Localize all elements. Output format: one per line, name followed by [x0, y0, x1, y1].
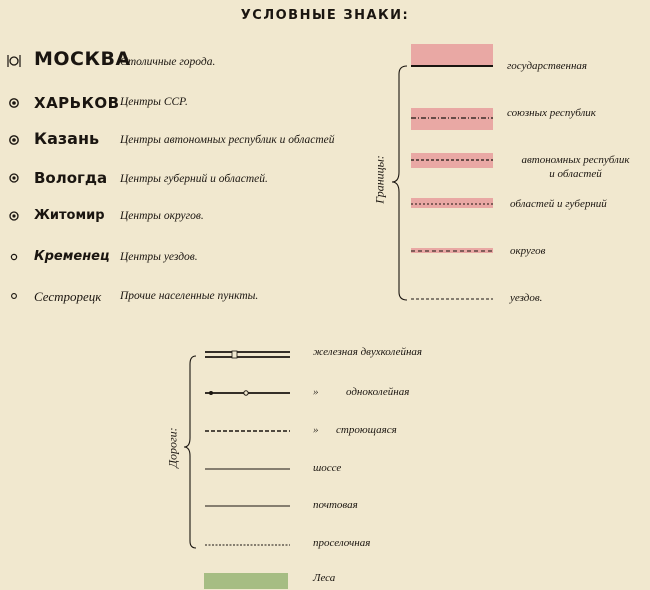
settlement-desc-uezd: Центры уездов.	[120, 251, 198, 263]
road-prefix-single: »	[313, 386, 319, 398]
ssr-center-symbol	[10, 99, 18, 107]
border-label-okrug: округов	[510, 245, 546, 257]
union-republic-border-symbol	[411, 108, 493, 130]
single-track-railway-symbol	[205, 391, 290, 395]
forest-symbol	[204, 573, 288, 589]
capital-city-symbol	[8, 55, 20, 67]
okrug-center-symbol	[10, 212, 18, 220]
settlement-desc-gubernia: Центры губерний и областей.	[120, 173, 268, 185]
settlement-desc-capital: Столичные города.	[120, 56, 216, 68]
oblast-border-symbol	[411, 198, 493, 208]
settlement-name-gubernia: Вологда	[34, 169, 108, 187]
borders-group-label: Границы:	[372, 155, 387, 204]
uezd-center-symbol	[11, 254, 16, 259]
borders-bracket	[392, 66, 407, 300]
road-prefix-construction: »	[313, 424, 319, 436]
border-label-state: государственная	[507, 60, 588, 72]
road-label-construction: строющаяся	[336, 424, 397, 436]
okrug-border-symbol	[411, 248, 493, 253]
roads-group-label: Дороги:	[165, 427, 180, 468]
settlement-name-other: Сестрорецк	[34, 289, 102, 304]
road-label-country: проселочная	[313, 537, 371, 549]
settlement-desc-other: Прочие населенные пункты.	[120, 290, 259, 302]
border-label-autonomous-line1: автономных республик	[521, 154, 630, 166]
border-label-uezd: уездов.	[510, 292, 543, 304]
autonomous-border-symbol	[411, 153, 493, 168]
settlement-name-autonomous: Казань	[34, 129, 100, 148]
settlement-name-okrug: Житомир	[34, 208, 105, 223]
border-label-union: союзных республик	[507, 107, 596, 119]
double-track-railway-symbol	[205, 351, 290, 358]
state-border-symbol	[411, 44, 493, 66]
border-label-autonomous	[503, 153, 648, 181]
border-label-oblast: областей и губерний	[510, 198, 607, 210]
settlement-name-capital: МОСКВА	[34, 48, 131, 70]
autonomous-center-symbol	[10, 136, 18, 144]
road-label-double: железная двухколейная	[313, 346, 423, 358]
settlement-desc-ssr: Центры ССР.	[120, 96, 188, 108]
border-label-autonomous-line2: и областей	[549, 168, 602, 180]
forest-label: Леса	[313, 572, 336, 584]
road-label-post: почтовая	[313, 499, 358, 511]
settlement-name-ssr: ХАРЬКОВ	[34, 94, 120, 112]
legend-title: УСЛОВНЫЕ ЗНАКИ:	[240, 8, 410, 23]
other-settlement-symbol	[12, 294, 17, 299]
road-label-single: одноколейная	[346, 386, 410, 398]
settlement-name-uezd: Кременец	[34, 249, 110, 264]
settlement-desc-okrug: Центры округов.	[120, 210, 204, 222]
road-label-highway: шоссе	[313, 462, 342, 474]
roads-bracket	[184, 356, 196, 548]
gubernia-center-symbol	[10, 174, 18, 182]
settlement-desc-autonomous: Центры автономных республик и областей	[120, 134, 335, 146]
